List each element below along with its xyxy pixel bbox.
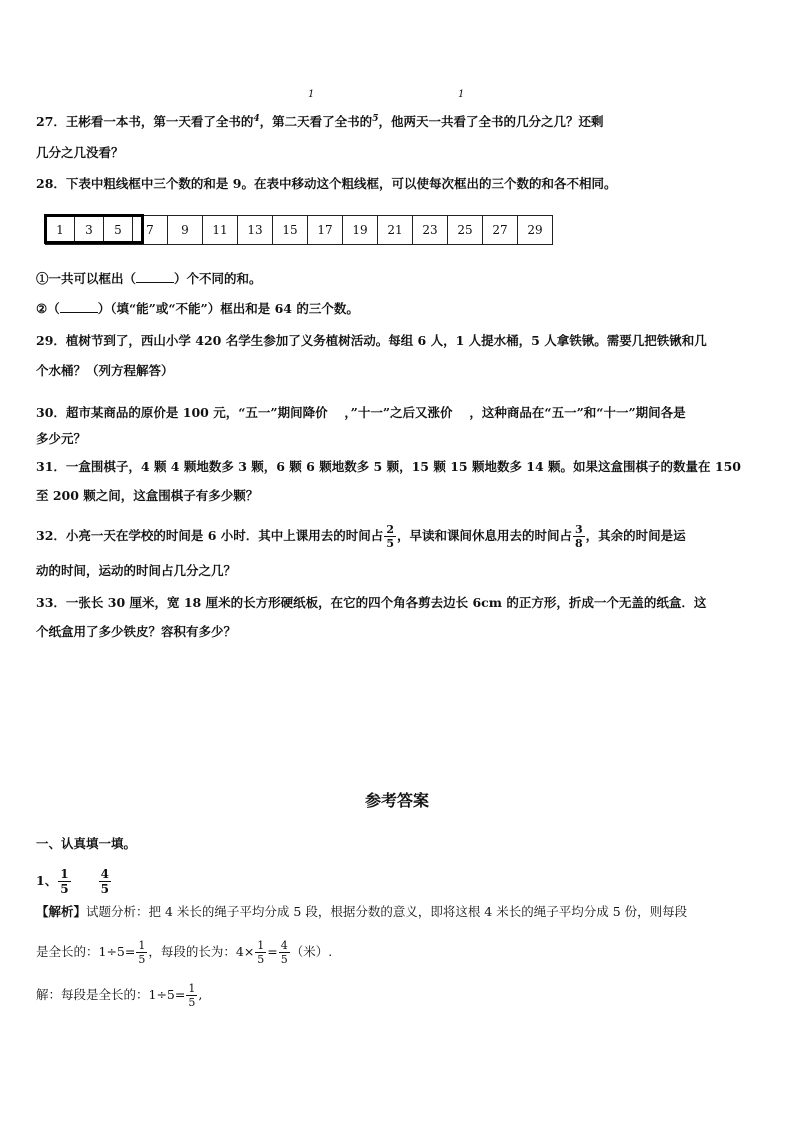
fraction-denominator: 5 xyxy=(60,882,69,896)
table-cell: 19 xyxy=(343,216,378,245)
analysis-text-2c: = xyxy=(267,944,278,959)
number-table xyxy=(45,215,553,245)
analysis-fraction-3 xyxy=(279,940,290,965)
q28-sub2-a: （ xyxy=(47,301,60,316)
table-cell: 29 xyxy=(518,216,553,245)
q32-line2: 动的时间，运动的时间占几分之几？ xyxy=(36,563,237,578)
q32-part2: ，早读和课间休息用去的时间占 xyxy=(396,528,572,543)
q28-sub2 xyxy=(36,300,359,318)
q27-frac2-den: 5 xyxy=(372,114,379,124)
q27-part2: ，第二天看了全书的 xyxy=(259,114,373,130)
table-cell: 21 xyxy=(378,216,413,245)
q27-line1 xyxy=(36,110,603,131)
answer-blank[interactable] xyxy=(136,270,174,283)
number-table-row xyxy=(46,216,553,245)
answer-1-label: 1、 xyxy=(36,873,58,888)
table-cell: 3 xyxy=(75,216,104,245)
q28-sub1-b: ）个不同的和。 xyxy=(174,271,262,286)
q30-line2: 多少元？ xyxy=(36,431,87,446)
table-cell: 15 xyxy=(273,216,308,245)
table-cell: 27 xyxy=(483,216,518,245)
analysis-text-1: 试题分析：把 4 米长的绳子平均分成 5 段，根据分数的意义，即将这根 4 米长的绳子平均分成 5 份，则每段 xyxy=(86,904,688,919)
q32-fraction-2 xyxy=(573,524,585,549)
q29-line1: 29．植树节到了，西山小学 420 名学生参加了义务植树活动。每组 6 人，1 人提水桶，5 人拿铁锹。需要几把铁锹和几 xyxy=(36,333,707,348)
answers-title: 参考答案 xyxy=(364,791,429,810)
analysis-text-2b: ，每段的长为：4× xyxy=(148,944,255,959)
fraction-denominator: 5 xyxy=(257,953,265,966)
solution-fraction xyxy=(186,983,197,1008)
fraction-numerator: 1 xyxy=(60,867,69,881)
q33-line1: 33．一张长 30 厘米，宽 18 厘米的长方形硬纸板，在它的四个角各剪去边长 6cm 的正方形，折成一个无盖的纸盒．这 xyxy=(36,595,707,610)
analysis-fraction-2 xyxy=(255,940,266,965)
fraction-numerator: 4 xyxy=(280,939,288,952)
answer-blank[interactable] xyxy=(60,300,98,313)
answer-1-fraction-1 xyxy=(58,868,70,895)
q32-fraction-1 xyxy=(384,524,396,549)
q32-line1 xyxy=(36,524,686,549)
q28-line1: 28．下表中粗线框中三个数的和是 9。在表中移动这个粗线框，可以使每次框出的三个数的和各不相同。 xyxy=(36,176,617,191)
q32-part1: 32．小亮一天在学校的时间是 6 小时．其中上课用去的时间占 xyxy=(36,528,384,543)
fraction-denominator: 5 xyxy=(386,537,394,550)
fraction-numerator: 4 xyxy=(100,867,109,881)
table-cell: 23 xyxy=(413,216,448,245)
q29-line2: 个水桶？（列方程解答） xyxy=(36,363,174,378)
fraction-numerator: 1 xyxy=(257,939,265,952)
q33-line2: 个纸盒用了多少铁皮？容积有多少？ xyxy=(36,624,237,639)
table-cell: 1 xyxy=(46,216,75,245)
q31-line1: 31．一盒围棋子，4 颗 4 颗地数多 3 颗，6 颗 6 颗地数多 5 颗，15 颗 15 颗地数多 14 颗。如果这盒围棋子的数量在 150 xyxy=(36,459,741,474)
fraction-denominator: 8 xyxy=(574,537,583,550)
answer-1-fraction-2 xyxy=(99,868,111,895)
solution-line xyxy=(36,983,202,1008)
q27-small-fraction-1 xyxy=(308,90,314,100)
analysis-fraction-1 xyxy=(136,940,147,965)
solution-text-a: 解：每段是全长的：1÷5= xyxy=(36,987,186,1002)
answers-section: 一、认真填一填。 xyxy=(36,836,137,851)
q28-sub2-mark: ② xyxy=(36,301,48,316)
answer-1 xyxy=(36,868,112,895)
q27-part3: ，他两天一共看了全书的几分之几？还剩 xyxy=(378,114,604,130)
q28-sub1 xyxy=(36,270,262,288)
analysis-line2 xyxy=(36,940,332,965)
q31-line2: 至 200 颗之间，这盒围棋子有多少颗？ xyxy=(36,488,259,503)
fraction-denominator: 5 xyxy=(188,996,196,1009)
table-cell: 25 xyxy=(448,216,483,245)
table-cell: 7 xyxy=(133,216,168,245)
table-cell: 5 xyxy=(104,216,133,245)
table-cell: 9 xyxy=(168,216,203,245)
fraction-numerator: 1 xyxy=(188,982,196,995)
q27-frac1-num: 1 xyxy=(308,89,315,100)
analysis-text-2a: 是全长的：1÷5= xyxy=(36,944,136,959)
q28-sub2-b: ）（填“能”或“不能”）框出和是 64 的三个数。 xyxy=(97,301,359,316)
q27-frac1-den: 4 xyxy=(253,114,260,124)
fraction-denominator: 5 xyxy=(100,882,109,896)
q27-part1: 27．王彬看一本书，第一天看了全书的 xyxy=(36,114,254,130)
q30-line1: 30．超市某商品的原价是 100 元，“五一”期间降价 ，”十一”之后又涨价 ，这种商品在“五一”和“十一”期间各是 xyxy=(36,405,686,420)
table-cell: 11 xyxy=(203,216,238,245)
analysis-line1 xyxy=(36,903,687,921)
fraction-denominator: 5 xyxy=(280,953,288,966)
solution-text-b: , xyxy=(198,987,203,1002)
q27-frac2-num: 1 xyxy=(458,89,465,100)
q32-part3: ，其余的时间是运 xyxy=(585,528,686,543)
table-cell: 13 xyxy=(238,216,273,245)
fraction-numerator: 2 xyxy=(386,523,394,536)
fraction-denominator: 5 xyxy=(138,953,146,966)
analysis-tag: 【解析】 xyxy=(36,904,87,919)
table-cell: 17 xyxy=(308,216,343,245)
fraction-numerator: 3 xyxy=(574,523,583,536)
fraction-numerator: 1 xyxy=(138,939,146,952)
q27-line2: 几分之几没看？ xyxy=(36,145,124,160)
q27-small-fraction-2 xyxy=(458,90,464,100)
analysis-text-2d: （米）. xyxy=(290,944,333,959)
q28-sub1-a: 一共可以框出（ xyxy=(48,271,137,286)
q28-sub1-mark: ① xyxy=(36,271,49,286)
